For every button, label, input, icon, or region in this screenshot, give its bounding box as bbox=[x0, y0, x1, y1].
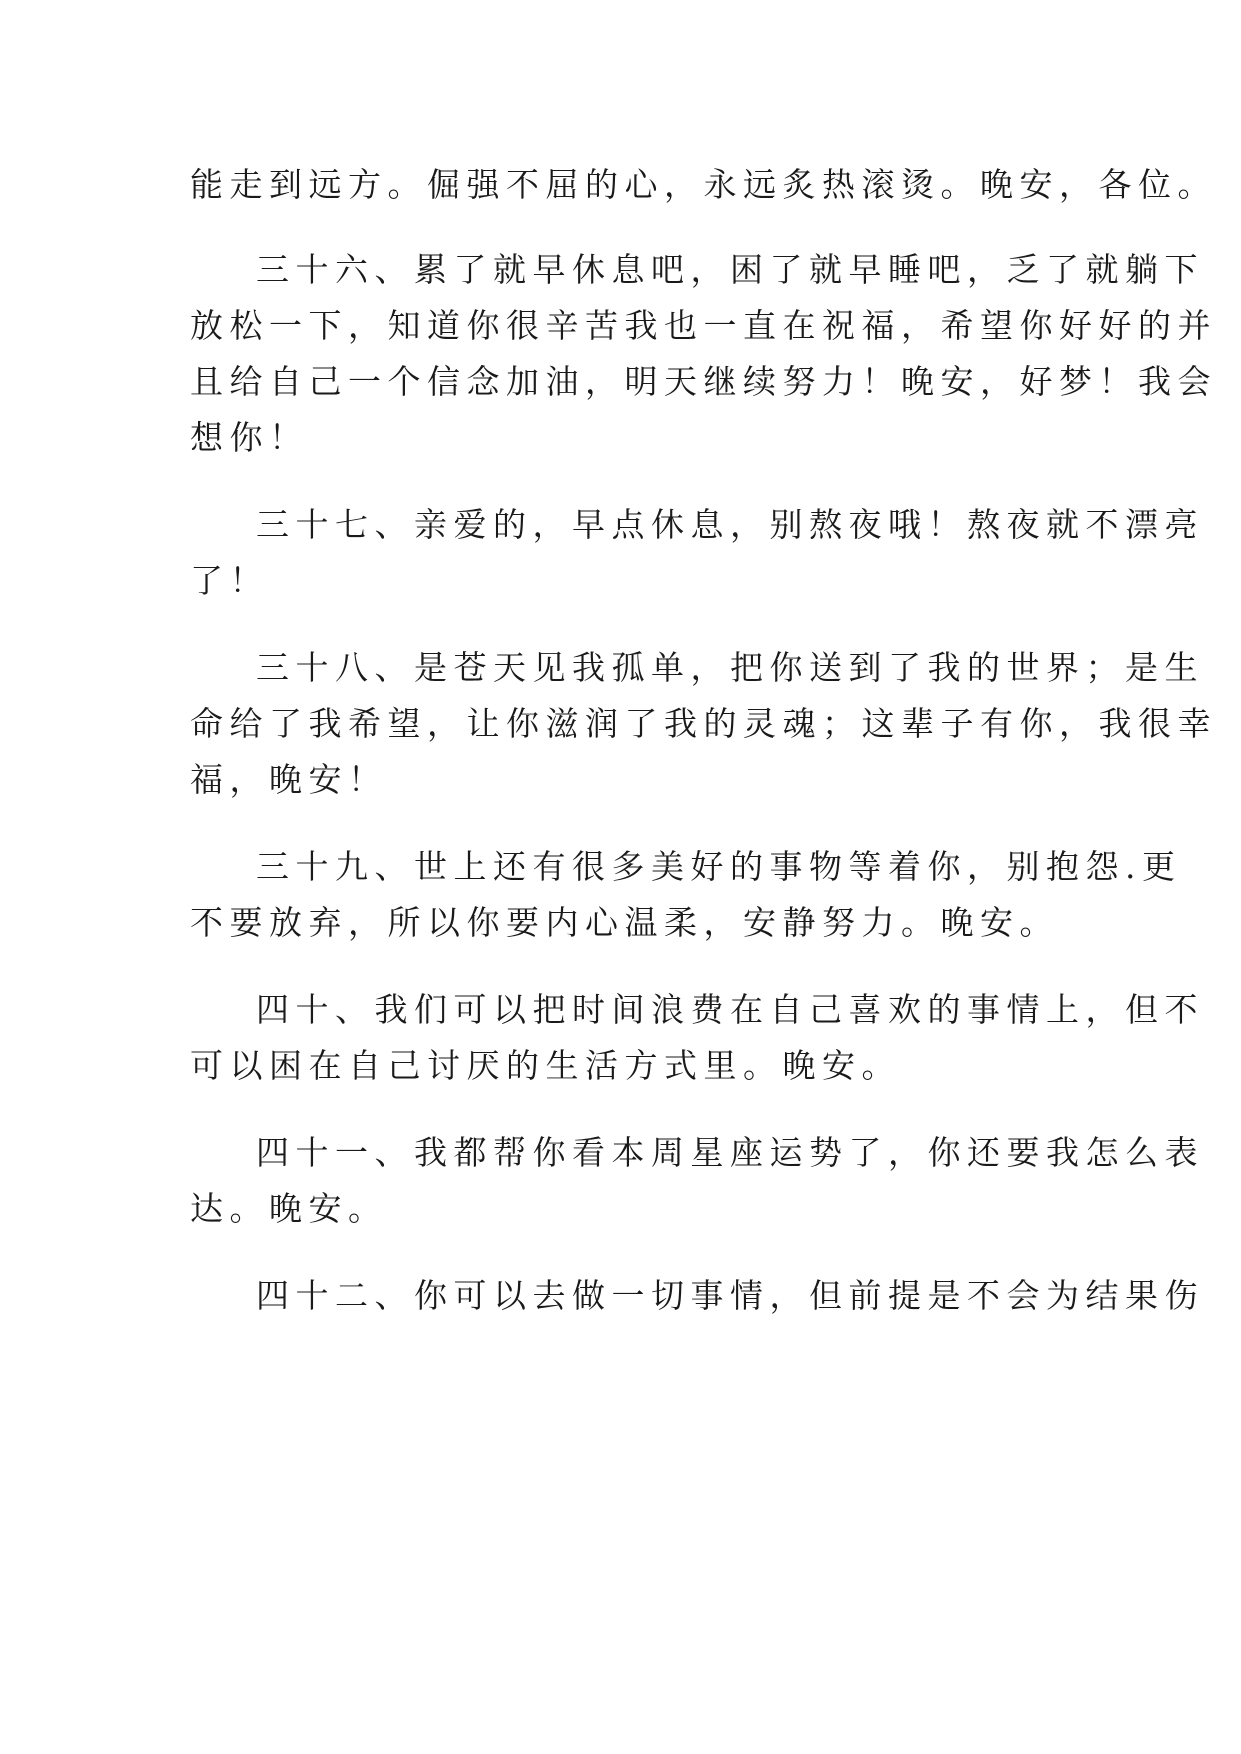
paragraph-37-line-1: 三十七、亲爱的，早点休息，别熬夜哦！熬夜就不漂亮 bbox=[256, 505, 1204, 544]
paragraph-40-line-1: 四十、我们可以把时间浪费在自己喜欢的事情上，但不 bbox=[256, 990, 1204, 1029]
paragraph-38-line-1: 三十八、是苍天见我孤单，把你送到了我的世界；是生 bbox=[256, 648, 1204, 687]
paragraph-38-line-3: 福，晚安！ bbox=[190, 760, 388, 799]
paragraph-36-line-3: 且给自己一个信念加油，明天继续努力！晚安，好梦！我会 bbox=[190, 362, 1217, 401]
paragraph-40-line-2: 可以困在自己讨厌的生活方式里。晚安。 bbox=[190, 1046, 901, 1085]
paragraph-36-line-2: 放松一下，知道你很辛苦我也一直在祝福，希望你好好的并 bbox=[190, 306, 1217, 345]
paragraph-39-line-2: 不要放弃，所以你要内心温柔，安静努力。晚安。 bbox=[190, 903, 1059, 942]
paragraph-37-line-2: 了！ bbox=[190, 561, 269, 600]
paragraph-38-line-2: 命给了我希望，让你滋润了我的灵魂；这辈子有你，我很幸 bbox=[190, 704, 1217, 743]
paragraph-36-line-1: 三十六、累了就早休息吧，困了就早睡吧，乏了就躺下 bbox=[256, 250, 1204, 289]
paragraph-41-line-2: 达。晚安。 bbox=[190, 1189, 388, 1228]
paragraph-39-line-1: 三十九、世上还有很多美好的事物等着你，别抱怨.更 bbox=[256, 847, 1182, 886]
paragraph-35-line-end: 能走到远方。倔强不屈的心，永远炙热滚烫。晚安，各位。 bbox=[190, 165, 1217, 204]
paragraph-42-line-1: 四十二、你可以去做一切事情，但前提是不会为结果伤 bbox=[256, 1276, 1204, 1315]
paragraph-36-line-4: 想你！ bbox=[190, 418, 309, 457]
paragraph-41-line-1: 四十一、我都帮你看本周星座运势了，你还要我怎么表 bbox=[256, 1133, 1204, 1172]
